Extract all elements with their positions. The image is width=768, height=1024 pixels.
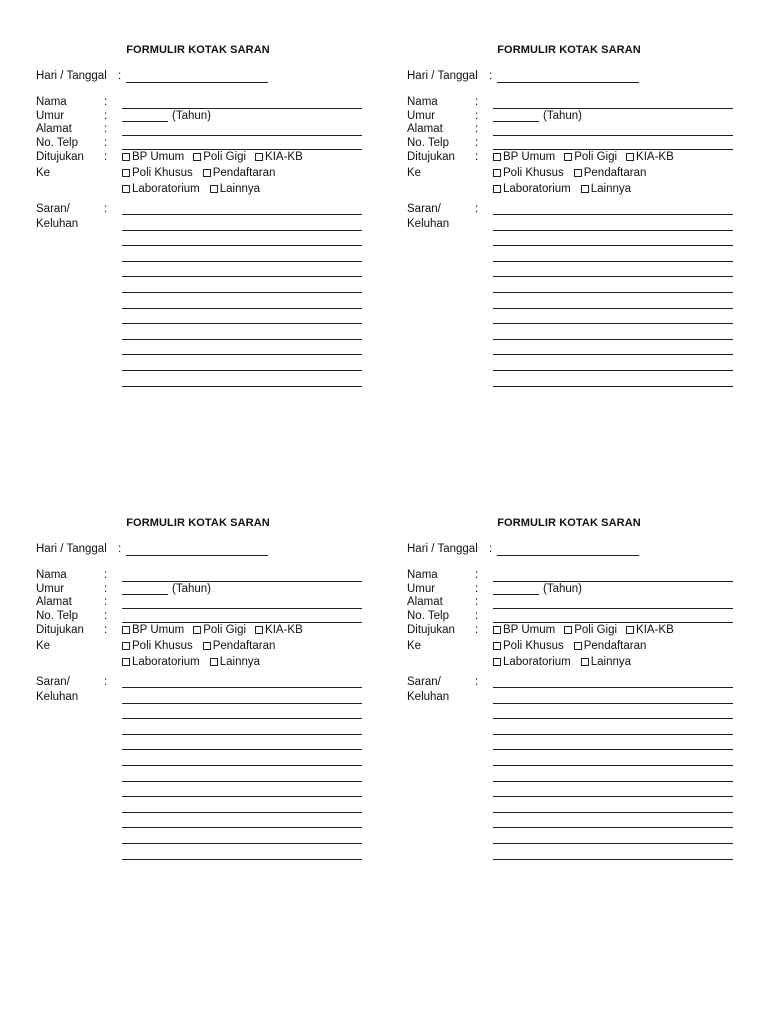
saran-line[interactable] xyxy=(493,214,733,215)
saran-line[interactable] xyxy=(493,859,733,860)
checkbox-icon[interactable] xyxy=(581,658,589,666)
umur-field[interactable] xyxy=(493,121,539,122)
telp-label: No. Telp xyxy=(407,610,449,622)
option-poli-gigi[interactable]: Poli Gigi xyxy=(193,151,246,163)
ditujukan-label: Ditujukan xyxy=(407,624,455,636)
colon: : xyxy=(475,610,479,622)
hari-tanggal-field[interactable] xyxy=(497,82,639,83)
options-row-2 xyxy=(493,167,646,179)
ke-label: Ke xyxy=(36,167,51,179)
suggestion-form xyxy=(36,517,366,877)
umur-field[interactable] xyxy=(122,594,168,595)
checkbox-icon[interactable] xyxy=(193,626,201,634)
colon: : xyxy=(104,110,108,122)
alamat-field[interactable] xyxy=(122,135,362,136)
checkbox-icon[interactable] xyxy=(203,642,211,650)
colon: : xyxy=(104,624,108,636)
option-lainnya[interactable]: Lainnya xyxy=(210,183,260,195)
option-pendaftaran[interactable]: Pendaftaran xyxy=(574,640,647,652)
colon: : xyxy=(475,676,479,688)
telp-field[interactable] xyxy=(493,149,733,150)
hari-tanggal-label: Hari / Tanggal xyxy=(407,70,478,82)
tahun-label: (Tahun) xyxy=(543,583,582,595)
checkbox-icon[interactable] xyxy=(255,153,263,161)
hari-tanggal-field[interactable] xyxy=(497,555,639,556)
saran-line[interactable] xyxy=(493,734,733,735)
checkbox-icon[interactable] xyxy=(626,626,634,634)
saran-line[interactable] xyxy=(493,796,733,797)
checkbox-icon[interactable] xyxy=(574,169,582,177)
colon: : xyxy=(104,676,108,688)
checkbox-icon[interactable] xyxy=(203,169,211,177)
alamat-label: Alamat xyxy=(36,596,72,608)
saran-line[interactable] xyxy=(122,370,362,371)
checkbox-icon[interactable] xyxy=(564,626,572,634)
option-kia-kb[interactable]: KIA-KB xyxy=(255,624,303,636)
saran-line[interactable] xyxy=(493,276,733,277)
checkbox-icon[interactable] xyxy=(122,185,130,193)
saran-line[interactable] xyxy=(122,796,362,797)
ke-label: Ke xyxy=(36,640,51,652)
colon: : xyxy=(104,123,108,135)
colon: : xyxy=(475,596,479,608)
option-laboratorium[interactable]: Laboratorium xyxy=(122,656,200,668)
telp-field[interactable] xyxy=(122,622,362,623)
checkbox-icon[interactable] xyxy=(493,642,501,650)
saran-label: Saran/ xyxy=(36,203,70,215)
saran-line[interactable] xyxy=(493,749,733,750)
options-row-1 xyxy=(493,151,674,163)
saran-line[interactable] xyxy=(122,354,362,355)
saran-line[interactable] xyxy=(122,308,362,309)
checkbox-icon[interactable] xyxy=(122,626,130,634)
option-kia-kb[interactable]: KIA-KB xyxy=(255,151,303,163)
checkbox-icon[interactable] xyxy=(122,658,130,666)
option-bp-umum[interactable]: BP Umum xyxy=(122,151,184,163)
hari-tanggal-label: Hari / Tanggal xyxy=(36,70,107,82)
suggestion-form xyxy=(36,44,366,404)
saran-line[interactable] xyxy=(122,276,362,277)
telp-field[interactable] xyxy=(493,622,733,623)
form-title: FORMULIR KOTAK SARAN xyxy=(497,517,641,529)
checkbox-icon[interactable] xyxy=(493,169,501,177)
colon: : xyxy=(475,123,479,135)
colon: : xyxy=(475,110,479,122)
checkbox-icon[interactable] xyxy=(574,642,582,650)
colon: : xyxy=(475,583,479,595)
hari-tanggal-label: Hari / Tanggal xyxy=(36,543,107,555)
nama-field[interactable] xyxy=(493,108,733,109)
saran-line[interactable] xyxy=(122,386,362,387)
nama-label: Nama xyxy=(36,569,67,581)
hari-tanggal-field[interactable] xyxy=(126,555,268,556)
saran-line[interactable] xyxy=(493,781,733,782)
option-pendaftaran[interactable]: Pendaftaran xyxy=(203,640,276,652)
option-pendaftaran[interactable]: Pendaftaran xyxy=(203,167,276,179)
saran-line[interactable] xyxy=(122,230,362,231)
saran-label: Saran/ xyxy=(407,203,441,215)
saran-label: Saran/ xyxy=(36,676,70,688)
options-row-2 xyxy=(122,640,275,652)
options-row-2 xyxy=(493,640,646,652)
suggestion-form xyxy=(407,44,737,404)
keluhan-label: Keluhan xyxy=(407,691,450,703)
option-bp-umum[interactable]: BP Umum xyxy=(493,624,555,636)
saran-line[interactable] xyxy=(493,687,733,688)
saran-line[interactable] xyxy=(122,781,362,782)
saran-line[interactable] xyxy=(493,718,733,719)
nama-label: Nama xyxy=(407,96,438,108)
nama-field[interactable] xyxy=(122,108,362,109)
colon: : xyxy=(475,137,479,149)
ke-label: Ke xyxy=(407,167,422,179)
saran-line[interactable] xyxy=(122,749,362,750)
checkbox-icon[interactable] xyxy=(255,626,263,634)
alamat-label: Alamat xyxy=(407,596,443,608)
checkbox-icon[interactable] xyxy=(493,626,501,634)
saran-line[interactable] xyxy=(122,827,362,828)
options-row-1 xyxy=(122,151,303,163)
saran-label: Saran/ xyxy=(407,676,441,688)
options-row-3 xyxy=(493,656,631,668)
colon: : xyxy=(475,203,479,215)
keluhan-label: Keluhan xyxy=(36,691,79,703)
alamat-field[interactable] xyxy=(493,135,733,136)
nama-field[interactable] xyxy=(122,581,362,582)
tahun-label: (Tahun) xyxy=(543,110,582,122)
option-poli-khusus[interactable]: Poli Khusus xyxy=(122,640,193,652)
tahun-label: (Tahun) xyxy=(172,110,211,122)
umur-label: Umur xyxy=(36,110,65,122)
options-row-3 xyxy=(122,183,260,195)
checkbox-icon[interactable] xyxy=(210,658,218,666)
alamat-field[interactable] xyxy=(493,608,733,609)
colon: : xyxy=(104,583,108,595)
alamat-label: Alamat xyxy=(36,123,72,135)
colon: : xyxy=(118,543,122,555)
alamat-field[interactable] xyxy=(122,608,362,609)
saran-line[interactable] xyxy=(122,843,362,844)
colon: : xyxy=(104,96,108,108)
checkbox-icon[interactable] xyxy=(122,642,130,650)
colon: : xyxy=(104,596,108,608)
option-pendaftaran[interactable]: Pendaftaran xyxy=(574,167,647,179)
saran-line[interactable] xyxy=(493,308,733,309)
saran-line[interactable] xyxy=(122,323,362,324)
checkbox-icon[interactable] xyxy=(122,153,130,161)
checkbox-icon[interactable] xyxy=(493,185,501,193)
saran-line[interactable] xyxy=(122,214,362,215)
colon: : xyxy=(104,137,108,149)
saran-line[interactable] xyxy=(122,734,362,735)
saran-line[interactable] xyxy=(493,827,733,828)
saran-line[interactable] xyxy=(493,230,733,231)
saran-line[interactable] xyxy=(493,703,733,704)
saran-line[interactable] xyxy=(493,245,733,246)
ke-label: Ke xyxy=(407,640,422,652)
option-poli-gigi[interactable]: Poli Gigi xyxy=(564,624,617,636)
saran-line[interactable] xyxy=(122,339,362,340)
alamat-label: Alamat xyxy=(407,123,443,135)
keluhan-label: Keluhan xyxy=(407,218,450,230)
telp-label: No. Telp xyxy=(36,610,78,622)
saran-line[interactable] xyxy=(493,843,733,844)
nama-label: Nama xyxy=(407,569,438,581)
colon: : xyxy=(104,203,108,215)
colon: : xyxy=(489,543,493,555)
saran-line[interactable] xyxy=(122,718,362,719)
saran-line[interactable] xyxy=(122,859,362,860)
tahun-label: (Tahun) xyxy=(172,583,211,595)
saran-line[interactable] xyxy=(122,261,362,262)
option-poli-khusus[interactable]: Poli Khusus xyxy=(493,640,564,652)
saran-line[interactable] xyxy=(122,687,362,688)
options-row-2 xyxy=(122,167,275,179)
umur-field[interactable] xyxy=(493,594,539,595)
colon: : xyxy=(489,70,493,82)
saran-line[interactable] xyxy=(493,261,733,262)
option-lainnya[interactable]: Lainnya xyxy=(581,183,631,195)
colon: : xyxy=(104,569,108,581)
saran-line[interactable] xyxy=(493,370,733,371)
checkbox-icon[interactable] xyxy=(493,658,501,666)
saran-line[interactable] xyxy=(493,765,733,766)
colon: : xyxy=(475,151,479,163)
saran-line[interactable] xyxy=(122,292,362,293)
colon: : xyxy=(475,624,479,636)
checkbox-icon[interactable] xyxy=(626,153,634,161)
saran-line[interactable] xyxy=(122,245,362,246)
colon: : xyxy=(475,96,479,108)
saran-line[interactable] xyxy=(493,323,733,324)
option-poli-gigi[interactable]: Poli Gigi xyxy=(564,151,617,163)
keluhan-label: Keluhan xyxy=(36,218,79,230)
saran-line[interactable] xyxy=(493,386,733,387)
option-bp-umum[interactable]: BP Umum xyxy=(122,624,184,636)
hari-tanggal-label: Hari / Tanggal xyxy=(407,543,478,555)
checkbox-icon[interactable] xyxy=(581,185,589,193)
option-kia-kb[interactable]: KIA-KB xyxy=(626,624,674,636)
hari-tanggal-field[interactable] xyxy=(126,82,268,83)
option-poli-gigi[interactable]: Poli Gigi xyxy=(193,624,246,636)
colon: : xyxy=(104,151,108,163)
telp-label: No. Telp xyxy=(407,137,449,149)
option-poli-khusus[interactable]: Poli Khusus xyxy=(493,167,564,179)
ditujukan-label: Ditujukan xyxy=(407,151,455,163)
colon: : xyxy=(475,569,479,581)
saran-line[interactable] xyxy=(493,292,733,293)
option-poli-khusus[interactable]: Poli Khusus xyxy=(122,167,193,179)
checkbox-icon[interactable] xyxy=(493,153,501,161)
checkbox-icon[interactable] xyxy=(193,153,201,161)
option-laboratorium[interactable]: Laboratorium xyxy=(122,183,200,195)
nama-label: Nama xyxy=(36,96,67,108)
option-kia-kb[interactable]: KIA-KB xyxy=(626,151,674,163)
colon: : xyxy=(104,610,108,622)
telp-field[interactable] xyxy=(122,149,362,150)
saran-line[interactable] xyxy=(493,339,733,340)
option-laboratorium[interactable]: Laboratorium xyxy=(493,656,571,668)
option-laboratorium[interactable]: Laboratorium xyxy=(493,183,571,195)
options-row-1 xyxy=(122,624,303,636)
nama-field[interactable] xyxy=(493,581,733,582)
saran-line[interactable] xyxy=(122,703,362,704)
option-bp-umum[interactable]: BP Umum xyxy=(493,151,555,163)
options-row-3 xyxy=(122,656,260,668)
umur-field[interactable] xyxy=(122,121,168,122)
colon: : xyxy=(118,70,122,82)
telp-label: No. Telp xyxy=(36,137,78,149)
umur-label: Umur xyxy=(36,583,65,595)
saran-line[interactable] xyxy=(122,812,362,813)
option-lainnya[interactable]: Lainnya xyxy=(581,656,631,668)
option-lainnya[interactable]: Lainnya xyxy=(210,656,260,668)
suggestion-form xyxy=(407,517,737,877)
umur-label: Umur xyxy=(407,110,436,122)
checkbox-icon[interactable] xyxy=(564,153,572,161)
checkbox-icon[interactable] xyxy=(122,169,130,177)
saran-line[interactable] xyxy=(122,765,362,766)
form-title: FORMULIR KOTAK SARAN xyxy=(497,44,641,56)
options-row-3 xyxy=(493,183,631,195)
form-title: FORMULIR KOTAK SARAN xyxy=(126,44,270,56)
saran-line[interactable] xyxy=(493,812,733,813)
checkbox-icon[interactable] xyxy=(210,185,218,193)
umur-label: Umur xyxy=(407,583,436,595)
form-title: FORMULIR KOTAK SARAN xyxy=(126,517,270,529)
options-row-1 xyxy=(493,624,674,636)
ditujukan-label: Ditujukan xyxy=(36,624,84,636)
ditujukan-label: Ditujukan xyxy=(36,151,84,163)
saran-line[interactable] xyxy=(493,354,733,355)
